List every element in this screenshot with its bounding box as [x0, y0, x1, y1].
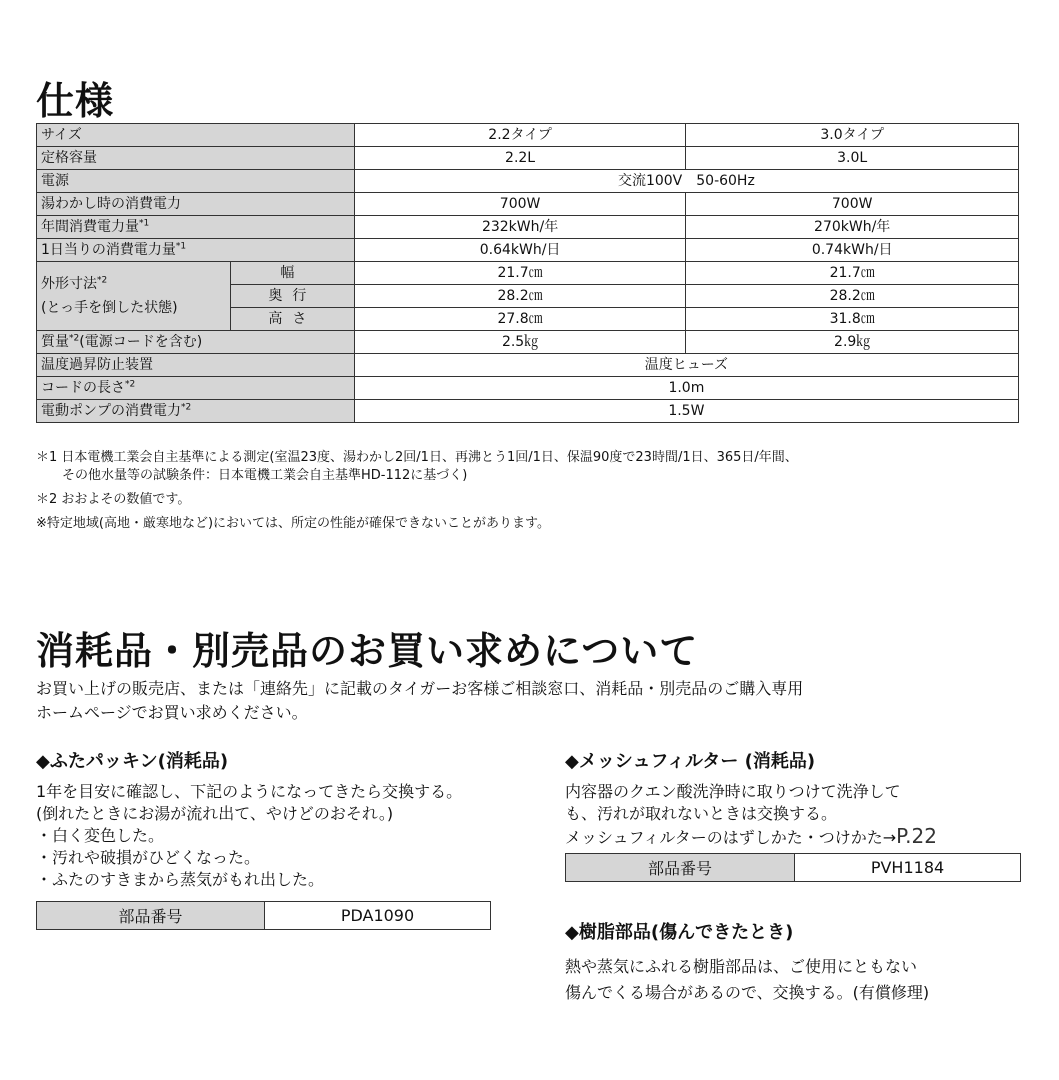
table-row	[37, 239, 1019, 262]
resin-parts-section	[565, 918, 1035, 1006]
table-row	[37, 262, 1019, 285]
resin-parts-line: 熱や蒸気にふれる樹脂部品は、ご使用にともない	[565, 957, 918, 976]
table-row	[37, 354, 1019, 377]
row-label: 電動ポンプの消費電力$^{*2}$	[37, 400, 355, 423]
row-label: コードの長さ$^{*2}$	[37, 377, 355, 400]
lid-packing-heading: ◆ふたパッキン(消耗品)	[36, 751, 229, 772]
intro-line: ホームページでお買い求めください。	[36, 703, 308, 722]
cell: 31.8㎝	[686, 308, 1019, 331]
lid-packing-line: 1年を目安に確認し、下記のようになってきたら交換する。	[36, 782, 463, 801]
part-number-value: PVH1184	[795, 854, 1021, 882]
cell: 3.0L	[686, 147, 1019, 170]
spec-table	[36, 123, 1019, 423]
purchase-title: 消耗品・別売品のお買い求めについて	[36, 628, 699, 673]
lid-packing-section	[36, 747, 506, 930]
intro-line: お買い上げの販売店、または「連絡先」に記載のタイガーお客様ご相談窓口、消耗品・別売品のご購入専用	[36, 679, 804, 698]
note-line: その他水量等の試験条件：日本電機工業会自主基準HD-112に基づく)	[36, 468, 468, 483]
purchase-intro	[36, 677, 1026, 725]
cell: 1.5W	[354, 400, 1018, 423]
row-label: 電源	[37, 170, 355, 193]
cell: 700W	[686, 193, 1019, 216]
cell: 700W	[354, 193, 686, 216]
lid-packing-line: (倒れたときにお湯が流れ出て、やけどのおそれ。)	[36, 804, 394, 823]
cell: 21.7㎝	[686, 262, 1019, 285]
table-row	[37, 377, 1019, 400]
row-label: 1日当りの消費電力量$^{*1}$	[37, 239, 355, 262]
table-row	[37, 170, 1019, 193]
lid-packing-line: ・汚れや破損がひどくなった。	[36, 848, 261, 867]
note-line: ＊2 おおよその数値です。	[36, 492, 191, 507]
part-number-label: 部品番号	[37, 902, 265, 930]
table-row	[37, 124, 1019, 147]
mesh-filter-ref	[565, 825, 1035, 849]
row-label: 年間消費電力量$^{*1}$	[37, 216, 355, 239]
note-line: ※特定地域(高地・厳寒地など)においては、所定の性能が確保できないことがあります。	[36, 516, 550, 531]
cell: 0.64kWh/日	[354, 239, 686, 262]
page-ref-link[interactable]: P.22	[896, 824, 937, 848]
cell: 21.7㎝	[354, 262, 686, 285]
row-label-dimensions: 外形寸法$^{*2}$ (とっ手を倒した状態)	[37, 262, 231, 331]
part-number-value: PDA1090	[265, 902, 491, 930]
resin-parts-line: 傷んでくる場合があるので、交換する。(有償修理)	[565, 983, 930, 1002]
mesh-filter-section	[565, 747, 1035, 882]
cell: 28.2㎝	[686, 285, 1019, 308]
note-line: ＊1 日本電機工業会自主基準による測定(室温23度、湯わかし2回/1日、再沸とう1回/1日、保温90度で23時間/1日、365日/年間、	[36, 450, 798, 465]
mesh-filter-line: も、汚れが取れないときは交換する。	[565, 804, 838, 823]
row-label: 湯わかし時の消費電力	[37, 193, 355, 216]
mesh-filter-part-table	[565, 853, 1021, 882]
cell: 2.2L	[354, 147, 686, 170]
cell: 270kWh/年	[686, 216, 1019, 239]
sub-label-width: 幅	[230, 262, 354, 285]
sub-label-depth: 奥行	[230, 285, 354, 308]
table-row	[37, 216, 1019, 239]
cell: 2.9㎏	[686, 331, 1019, 354]
cell: 232kWh/年	[354, 216, 686, 239]
table-row	[37, 331, 1019, 354]
row-label: 温度過昇防止装置	[37, 354, 355, 377]
cell: 1.0m	[354, 377, 1018, 400]
col-header-3.0: 3.0タイプ	[686, 124, 1019, 147]
lid-packing-line: ・ふたのすきまから蒸気がもれ出した。	[36, 870, 325, 889]
lid-packing-part-table	[36, 901, 491, 930]
spec-notes	[36, 449, 1026, 533]
table-row	[37, 193, 1019, 216]
cell: 28.2㎝	[354, 285, 686, 308]
spec-title: 仕様	[36, 78, 115, 123]
sub-label-height: 高さ	[230, 308, 354, 331]
mesh-filter-line: 内容器のクエン酸洗浄時に取りつけて洗浄して	[565, 782, 901, 801]
cell: 交流100V 50-60Hz	[354, 170, 1018, 193]
col-header-2.2: 2.2タイプ	[354, 124, 686, 147]
table-row	[37, 400, 1019, 423]
row-label: 質量$^{*2}$(電源コードを含む)	[37, 331, 355, 354]
cell: 2.5㎏	[354, 331, 686, 354]
lid-packing-line: ・白く変色した。	[36, 826, 165, 845]
part-number-label: 部品番号	[566, 854, 795, 882]
mesh-filter-heading: ◆メッシュフィルター (消耗品)	[565, 751, 816, 772]
cell: 0.74kWh/日	[686, 239, 1019, 262]
row-label: 定格容量	[37, 147, 355, 170]
row-label: サイズ	[37, 124, 355, 147]
cell: 温度ヒューズ	[354, 354, 1018, 377]
mesh-filter-ref-text: メッシュフィルターのはずしかた・つけかた→	[565, 828, 897, 847]
resin-parts-heading: ◆樹脂部品(傷んできたとき)	[565, 922, 794, 943]
cell: 27.8㎝	[354, 308, 686, 331]
table-row	[37, 147, 1019, 170]
